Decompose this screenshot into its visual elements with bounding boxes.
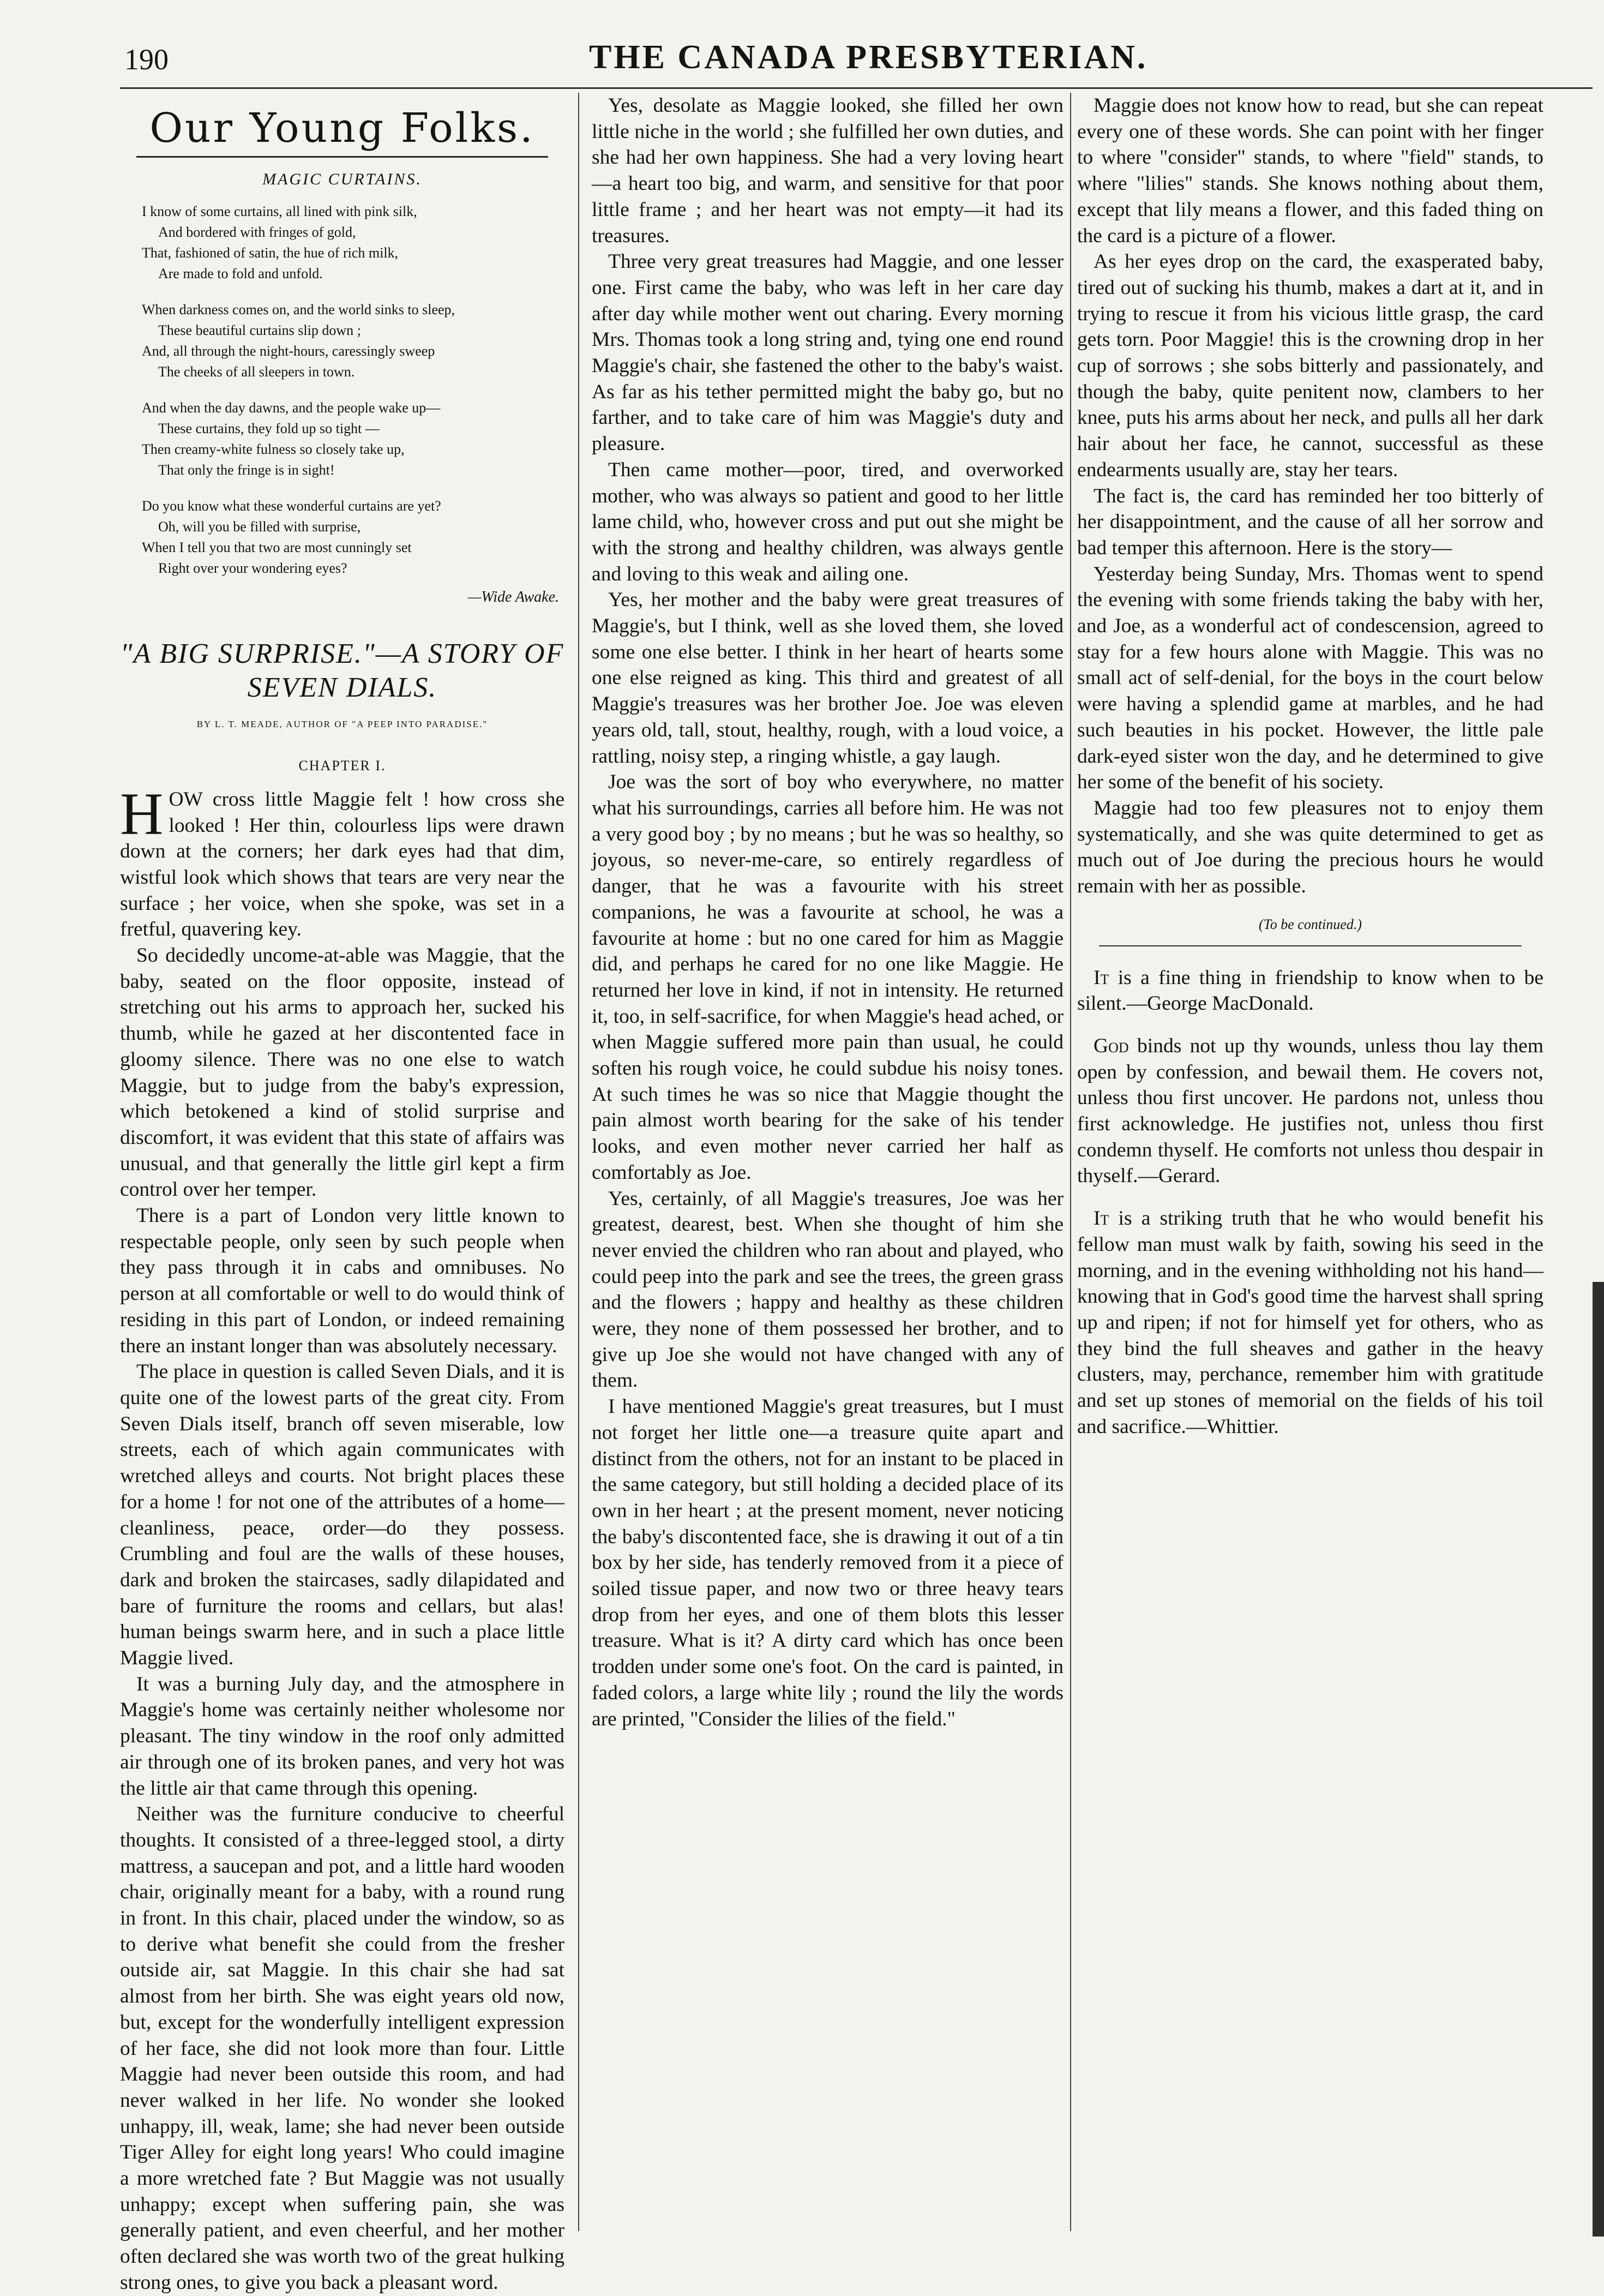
story-byline: BY L. T. MEADE, AUTHOR OF "A PEEP INTO PARADISE." — [196, 719, 488, 730]
story-paragraph: Maggie had too few pleasures not to enjoy them systematically, and she was quite determined to get as much out of Joe during the precious hours he would remain with her as possible. — [1077, 796, 1543, 898]
story-paragraph: So decidedly uncome-at-able was Maggie, that the baby, seated on the floor opposite, instead of stretching out his arms to approach her, sucked his thumb, while he gazed at her discontented face in gloomy silence. There was no one else to watch Maggie, but to judge from the baby's expression, which betokened a kind of stolid surprise and discomfort, it was evident that this state of affairs was unusual, and that generally the little girl kept a firm control over her temper. — [120, 944, 564, 1201]
title-rule — [136, 156, 548, 158]
separator-rule — [1099, 945, 1522, 946]
story-paragraph: Yes, desolate as Maggie looked, she filled her own little niche in the world ; she fulfilled her own duties, and she had her own happiness. She had a very loving heart—a heart too big, and warm, and sensitive for that poor little frame ; and her heart was not empty—it had its treasures. — [592, 94, 1064, 247]
quote-text: binds not up thy wounds, unless thou lay them open by confession, and bewail them. He covers not, unless thou first uncover. He pardons not, unless thou first acknowledge. He justifies not, unless thou first condemn thyself. He comforts not unless thou despair in thyself.—Gerard. — [1077, 1034, 1543, 1188]
poem-line: Oh, will you be filled with surprise, — [158, 518, 361, 535]
story-paragraph: Maggie does not know how to read, but she can repeat every one of these words. She can point with her finger to where "consider" stands, to where "field" stands, to where "lilies" stands. She knows nothing about them, except that lily means a flower, and this faded thing on the card is a picture of a flower. — [1077, 94, 1543, 247]
poem-line: Are made to fold and unfold. — [158, 265, 323, 281]
poem-stanza — [142, 201, 564, 284]
paragraph-text: OW cross little Maggie felt ! how cross she looked ! Her thin, colourless lips were drawn down at the corners; her dark eyes had that dim, wistful look which shows that tears are very near the surface ; her voice, when she spoke, was set in a fretful, quavering key. — [120, 788, 564, 941]
poem-line: Right over your wondering eyes? — [158, 560, 347, 576]
poem-line: I know of some curtains, all lined with pink silk, — [142, 203, 417, 219]
masthead: THE CANADA PRESBYTERIAN. — [589, 39, 1148, 76]
poem-stanza — [142, 299, 564, 382]
quote-lead: It — [1094, 1207, 1109, 1230]
poem-line: And bordered with fringes of gold, — [158, 224, 356, 240]
story-paragraph: Then came mother—poor, tired, and overworked mother, who was always so patient and good to her little lame child, who, however cross and put out she might be with the strong and healthy children, was always gentle and loving to this weak and ailing one. — [592, 458, 1064, 585]
poem-line: That, fashioned of satin, the hue of rich milk, — [142, 244, 399, 261]
story-paragraph — [120, 780, 564, 943]
story-paragraph: The place in question is called Seven Dials, and it is quite one of the lowest parts of the great city. From Seven Dials itself, branch off seven miserable, low streets, each of which again communicates with wretched alleys and courts. Not bright places these for a home ! for not one of the attributes of a home—cleanliness, peace, order—do they possess. Crumbling and foul are the walls of these houses, dark and broken the staircases, sadly dilapidated and bare of furniture the rooms and cellars, but alas! human beings swarm here, and in such a place little Maggie lived. — [120, 1360, 564, 1670]
quote-lead: It — [1094, 966, 1109, 989]
poem-line: When I tell you that two are most cunningly set — [142, 539, 412, 555]
quote-paragraph — [1077, 1033, 1543, 1189]
column-rule — [578, 93, 579, 2231]
quote-paragraph — [1077, 965, 1543, 1017]
to-be-continued: (To be continued.) — [1259, 916, 1362, 932]
story-paragraph: Yes, certainly, of all Maggie's treasures, Joe was her greatest, dearest, best. When she thought of him she never envied the children who ran about and played, who could peep into the park and see the trees, the green grass and the flowers ; happy and healthy as these children were, they none of them possessed her brother, and to give up Joe she would not have changed with any of them. — [592, 1187, 1064, 1392]
story-paragraph: Neither was the furniture conducive to cheerful thoughts. It consisted of a three-legged stool, a dirty mattress, a saucepan and pot, and a little hard wooden chair, originally meant for a baby, with a round rung in front. In this chair, placed under the window, so as to derive what benefit she could from the fresher outside air, sat Maggie. In this chair she had sat almost from her birth. She was eight years old now, but, except for the wonderfully intelligent expression of her face, she did not look more than four. Little Maggie had never been outside this room, and had never walked in her life. No wonder she looked unhappy, ill, weak, lame; she had never been outside Tiger Alley for eight long years! Who could imagine a more wretched fate ? But Maggie was not usually unhappy; except when suffering pain, she was generally patient, and even cheerful, and her mother often declared she was worth two of the great hulking strong ones, to give you back a pleasant word. — [120, 1803, 564, 2294]
story-paragraph: Joe was the sort of boy who everywhere, no matter what his surroundings, carries all before him. He was not a very good boy ; by no means ; but he was so healthy, so joyous, so never-me-care, so entirely regardless of danger, that he was a favourite with his street companions, he was a favourite at school, he was a favourite at home : but no one cared for him as Maggie did, and perhaps he cared for no one like Maggie. He returned her love in kind, if not in intensity. He returned it, too, in self-sacrifice, for when Maggie's head ached, or when Maggie suffered more pain than usual, he could soften his rough voice, he could subdue his noisy tones. At such times he was so nice that Maggie thought the pain almost worth bearing for the sake of his tender looks, and even mother never carried her half as comfortably as Joe. — [592, 771, 1064, 1184]
quote-paragraph — [1077, 1206, 1543, 1440]
poem-line: And when the day dawns, and the people wake up— — [142, 399, 441, 416]
quote-text: is a striking truth that he who would benefit his fellow man must walk by faith, sowing his seed in the morning, and in the evening withholding not his hand—knowing that in God's good time the harvest shall spring up and ripen; if not for himself yet for others, who as they bind the full sheaves and gather in the heavy clusters, may, perchance, remember him with gratitude and set up stones of memorial on the fields of his toil and sacrifice.—Whittier. — [1077, 1207, 1543, 1438]
story-paragraph: There is a part of London very little known to respectable people, only seen by such people when they pass through it in cabs and omnibuses. No person at all comfortable or well to do would think of residing in this part of London, or indeed remaining there an instant longer than was absolutely necessary. — [120, 1204, 564, 1357]
section-title: Our Young Folks. — [149, 105, 535, 152]
poem-line: That only the fringe is in sight! — [158, 461, 335, 478]
story-paragraph: Yesterday being Sunday, Mrs. Thomas went to spend the evening with some friends taking the baby with her, and Joe, as a wonderful act of condescension, agreed to stay for a few hours alone with Maggie. This was no small act of self-denial, for the boys in the court below were having a splendid game at marbles, and he had such beauties in his pocket. However, the little pale dark-eyed sister won the day, and he determined to give her some of the benefit of his society. — [1077, 562, 1543, 794]
story-paragraph: It was a burning July day, and the atmosphere in Maggie's home was certainly neither wholesome nor pleasant. The tiny window in the roof only admitted air through one of its broken panes, and very hot was the little air that came through this opening. — [120, 1672, 564, 1800]
column-rule — [1070, 93, 1071, 2231]
poem-line: These curtains, they fold up so tight — — [158, 420, 380, 436]
poem-stanza — [142, 398, 564, 481]
column-1 — [120, 93, 564, 2294]
poem-credit: —Wide Awake. — [467, 588, 559, 606]
poem-title: MAGIC CURTAINS. — [262, 170, 422, 188]
quote-text: is a fine thing in friendship to know when to be silent.—George MacDonald. — [1077, 966, 1543, 1015]
quote-lead: God — [1094, 1034, 1129, 1057]
column-2 — [592, 93, 1064, 2231]
story-paragraph: Three very great treasures had Maggie, and one lesser one. First came the baby, who was left in her care day after day while mother went out charing. Every morning Mrs. Thomas took a long string and, tying one end round Maggie's chair, she fastened the other to the baby's waist. As far as his tether permitted might the baby go, but no farther, and to take care of him was Maggie's duty and pleasure. — [592, 250, 1064, 455]
story-paragraph: Yes, her mother and the baby were great treasures of Maggie's, but I think, well as she loved them, she loved some one else better. I think in her heart of hearts some one else reigned as king. This third and greatest of all Maggie's treasures was her brother Joe. Joe was eleven years old, tall, stout, healthy, rough, with a loud voice, a rattling, noisy step, a ringing whistle, a gay laugh. — [592, 589, 1064, 768]
poem-line: When darkness comes on, and the world sinks to sleep, — [142, 301, 455, 317]
poem-line: Do you know what these wonderful curtains are yet? — [142, 497, 441, 514]
chapter-heading: CHAPTER I. — [298, 758, 386, 774]
page-edge-scan-artifact — [1593, 1282, 1604, 2237]
poem-stanza — [142, 496, 564, 579]
poem-line: And, all through the night-hours, caressingly sweep — [142, 343, 435, 359]
column-3 — [1077, 93, 1543, 2231]
poem-line: These beautiful curtains slip down ; — [158, 322, 361, 338]
poem-line: The cheeks of all sleepers in town. — [158, 363, 355, 380]
poem-line: Then creamy-white fulness so closely take up, — [142, 441, 405, 457]
story-paragraph: The fact is, the card has reminded her too bitterly of her disappointment, and the cause of all her sorrow and bad temper this afternoon. Here is the story— — [1077, 484, 1543, 559]
story-title: "A BIG SURPRISE."—A STORY OF SEVEN DIALS. — [120, 638, 564, 704]
drop-cap: H — [120, 780, 164, 847]
header-rule — [120, 87, 1593, 89]
story-paragraph: I have mentioned Maggie's great treasures, but I must not forget her little one—a treasure quite apart and distinct from the others, not for an instant to be placed in the same category, but still holding a decided place of its own in her heart ; at the present moment, never noticing the baby's discontented face, she is drawing it out of a tin box by her side, has tenderly removed from it a piece of soiled tissue paper, and now two or three heavy tears drop from her eyes, and one of them blots this lesser treasure. What is it? A dirty card which has once been trodden under some one's foot. On the card is painted, in faded colors, a large white lily ; round the lily the words are printed, "Consider the lilies of the field." — [592, 1395, 1064, 1730]
story-paragraph: As her eyes drop on the card, the exasperated baby, tired out of sucking his thumb, makes a dart at it, and in trying to rescue it from his vicious little grasp, the card gets torn. Poor Maggie! this is the crowning drop in her cup of sorrows ; she sobs bitterly and passionately, and though the baby, quite penitent now, clambers to her knee, puts his arms about her neck, and pulls all her dark hair about her face, he cannot, successful as these endearments usually are, stay her tears. — [1077, 250, 1543, 481]
page-number: 190 — [124, 43, 169, 76]
